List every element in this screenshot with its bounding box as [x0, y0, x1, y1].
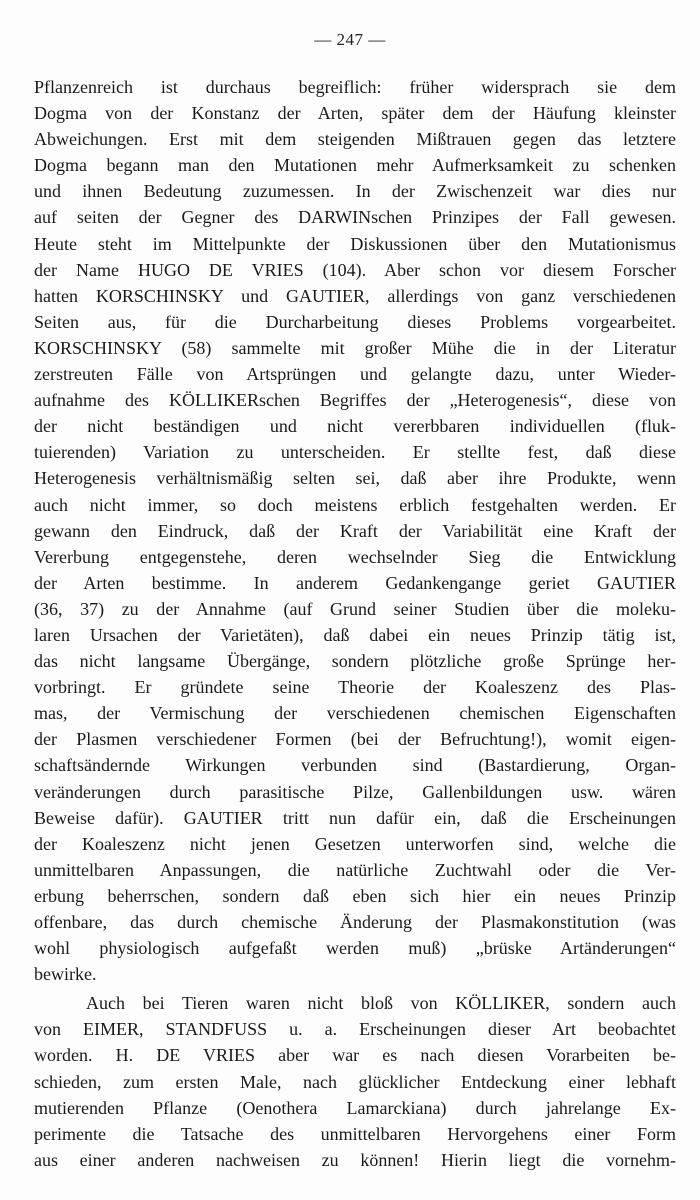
- text-line: Auch bei Tieren waren nicht bloß von KÖLLIKER, sondern auch: [86, 993, 676, 1014]
- text-line: von EIMER, STANDFUSS u. a. Erscheinungen dieser Art beobachtet: [34, 1019, 676, 1040]
- text-line: der nicht beständigen und nicht vererbbaren individuellen (fluk-: [34, 416, 676, 437]
- text-line: (36, 37) zu der Annahme (auf Grund seiner Studien über die moleku-: [34, 598, 676, 619]
- text-line: Heterogenesis verhältnismäßig selten sei, daß aber ihre Produkte, wenn: [34, 468, 676, 489]
- text-line: laren Ursachen der Varietäten), daß dabei ein neues Prinzip tätig ist,: [34, 624, 676, 645]
- text-line: auch nicht immer, so doch meistens erblich festgehalten werden. Er: [34, 494, 676, 515]
- text-line: KORSCHINSKY (58) sammelte mit großer Mühe die in der Literatur: [34, 337, 676, 358]
- text-line: Pflanzenreich ist durchaus begreiflich: früher widersprach sie dem: [34, 77, 676, 97]
- text-line: mas, der Vermischung der verschiedenen chemischen Eigenschaften: [34, 703, 676, 724]
- paragraph-1: [34, 74, 676, 987]
- text-line: wohl physiologisch aufgefaßt werden muß) „brüske Artänderungen“: [34, 938, 676, 959]
- text-line: der Name HUGO DE VRIES (104). Aber schon vor diesem Forscher: [34, 259, 676, 280]
- text-line: tuierenden) Variation zu unterscheiden. Er stellte fest, daß diese: [34, 442, 676, 463]
- text-line: Beweise dafür). GAUTIER tritt nun dafür ein, daß die Erscheinungen: [34, 807, 676, 828]
- text-line: Dogma begann man den Mutationen mehr Aufmerksamkeit zu schenken: [34, 155, 676, 176]
- text-line: gewann den Eindruck, daß der Kraft der Variabilität eine Kraft der: [34, 520, 676, 541]
- text-line: mutierenden Pflanze (Oenothera Lamarckiana) durch jahrelange Ex-: [34, 1097, 676, 1118]
- text-line: schieden, zum ersten Male, nach glücklicher Entdeckung einer lebhaft: [34, 1071, 676, 1092]
- text-line: vorbringt. Er gründete seine Theorie der Koaleszenz des Plas-: [34, 677, 676, 698]
- text-line: Heute steht im Mittelpunkte der Diskussionen über den Mutationismus: [34, 233, 676, 254]
- text-line: Abweichungen. Erst mit dem steigenden Mißtrauen gegen das letztere: [34, 129, 676, 150]
- text-line: auf seiten der Gegner des DARWINschen Prinzipes der Fall gewesen.: [34, 207, 676, 228]
- text-line: das nicht langsame Übergänge, sondern plötzliche große Sprünge her-: [34, 651, 676, 672]
- text-line: Dogma von der Konstanz der Arten, später dem der Häufung kleinster: [34, 103, 676, 124]
- text-line: Vererbung entgegenstehe, deren wechselnder Sieg die Entwicklung: [34, 546, 676, 567]
- text-line: hatten KORSCHINSKY und GAUTIER, allerdings von ganz verschiedenen: [34, 285, 676, 306]
- text-line: aus einer anderen nachweisen zu können! Hierin liegt die vornehm-: [34, 1149, 676, 1170]
- body-text: [34, 74, 676, 1173]
- paragraph-2: [34, 990, 676, 1173]
- text-line: und ihnen Bedeutung zuzumessen. In der Zwischenzeit war dies nur: [34, 181, 676, 202]
- text-line: bewirke.: [34, 964, 97, 985]
- text-line: der Arten bestimme. In anderem Gedankengange geriet GAUTIER: [34, 572, 676, 593]
- text-line: offenbare, das durch chemische Änderung der Plasmakonstitution (was: [34, 912, 676, 932]
- text-line: worden. H. DE VRIES aber war es nach diesen Vorarbeiten be-: [34, 1045, 676, 1066]
- text-line: perimente die Tatsache des unmittelbaren Hervorgehens einer Form: [34, 1123, 676, 1144]
- text-line: der Plasmen verschiedener Formen (bei der Befruchtung!), womit eigen-: [34, 729, 676, 750]
- text-line: zerstreuten Fälle von Artsprüngen und gelangte dazu, unter Wieder-: [34, 364, 676, 385]
- text-line: aufnahme des KÖLLIKERschen Begriffes der „Heterogenesis“, diese von: [34, 390, 676, 411]
- text-line: unmittelbaren Anpassungen, die natürliche Zuchtwahl oder die Ver-: [34, 859, 676, 880]
- text-line: veränderungen durch parasitische Pilze, Gallenbildungen usw. wären: [34, 781, 676, 802]
- text-line: erbung beherrschen, sondern daß eben sich hier ein neues Prinzip: [34, 885, 676, 906]
- page-number: — 247 —: [314, 30, 386, 49]
- text-line: Seiten aus, für die Durcharbeitung dieses Problems vorgearbeitet.: [34, 311, 676, 332]
- text-line: der Koaleszenz nicht jenen Gesetzen unterworfen sind, welche die: [34, 833, 676, 854]
- text-line: schaftsändernde Wirkungen verbunden sind (Bastardierung, Organ-: [34, 755, 676, 776]
